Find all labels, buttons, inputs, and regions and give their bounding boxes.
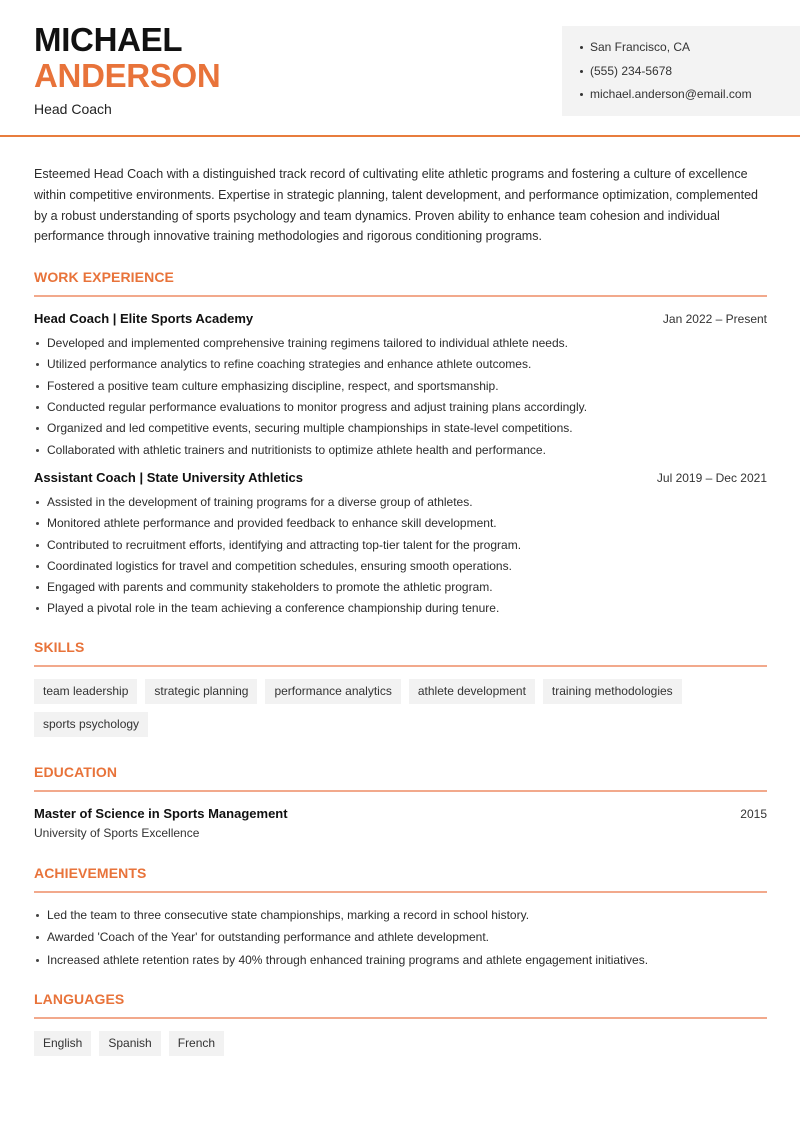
- skill-tag: training methodologies: [543, 679, 682, 704]
- bullet-icon: [36, 363, 39, 366]
- job-entry: [34, 311, 767, 463]
- list-item: [34, 907, 767, 930]
- bullet-icon: [36, 959, 39, 962]
- list-item: [34, 378, 767, 399]
- list-item: [34, 558, 767, 579]
- resume-body: [34, 164, 767, 1056]
- location-text: San Francisco, CA: [590, 40, 691, 54]
- contact-box: [562, 26, 800, 116]
- school-name: University of Sports Excellence: [34, 825, 200, 840]
- list-item: [34, 399, 767, 420]
- job-role: Head Coach | Elite Sports Academy: [34, 311, 254, 327]
- bullet-text: Awarded 'Coach of the Year' for outstanding performance and athlete development.: [47, 930, 489, 945]
- list-item: [34, 442, 767, 463]
- bullet-icon: [36, 501, 39, 504]
- bullet-text: Coordinated logistics for travel and competition schedules, ensuring smooth operations.: [47, 558, 512, 573]
- resume-header: [0, 0, 800, 137]
- name-block: [34, 22, 220, 117]
- bullet-text: Assisted in the development of training programs for a diverse group of athletes.: [47, 494, 473, 509]
- list-item: [34, 335, 767, 356]
- section-languages: [34, 991, 767, 1056]
- bullet-icon: [36, 607, 39, 610]
- bullet-icon: [36, 544, 39, 547]
- bullet-text: Collaborated with athletic trainers and nutritionists to optimize athlete health and performance.: [47, 442, 546, 457]
- section-education: [34, 764, 767, 840]
- job-dates: Jan 2022 – Present: [662, 312, 767, 327]
- job-role: Assistant Coach | State University Athletics: [34, 469, 304, 485]
- bullet-icon: [36, 427, 39, 430]
- bullet-text: Monitored athlete performance and provided feedback to enhance skill development.: [47, 516, 497, 531]
- summary-paragraph: Esteemed Head Coach with a distinguished track record of cultivating elite athletic programs and fostering a culture of excellence within competitive environments. Expertise in strategic planning, talent development, and performance optimization, complemented by a robust understanding of sports psychology and team dynamics. Proven ability to enhance team cohesion and individual performance through innovative training methodologies and rigorous conditioning programs.: [34, 167, 758, 244]
- job-header: [34, 470, 767, 485]
- graduation-year: 2015: [740, 806, 767, 821]
- bullet-icon: [36, 342, 39, 345]
- bullet-text: Contributed to recruitment efforts, identifying and attracting top-tier talent for the program.: [47, 537, 522, 552]
- language-tag: English: [34, 1031, 91, 1056]
- skill-tag: performance analytics: [265, 679, 400, 704]
- language-tag: Spanish: [99, 1031, 160, 1056]
- bullet-icon: [36, 914, 39, 917]
- skill-tag: sports psychology: [34, 712, 148, 737]
- list-item: [34, 600, 767, 621]
- contact-email: [580, 86, 800, 110]
- bullet-icon: [36, 522, 39, 525]
- bullet-icon: [36, 936, 39, 939]
- education-entry: [34, 806, 767, 840]
- phone-text: (555) 234-5678: [590, 63, 673, 78]
- bullet-text: Conducted regular performance evaluations to monitor progress and adjust training plans accordingly.: [47, 400, 588, 415]
- last-name: ANDERSON: [34, 57, 221, 94]
- list-item: [34, 515, 767, 536]
- bullet-icon: [580, 46, 583, 49]
- bullet-text: Fostered a positive team culture emphasizing discipline, respect, and sportsmanship.: [47, 378, 499, 393]
- email-text[interactable]: michael.anderson@email.com: [590, 87, 752, 101]
- job-entry: [34, 470, 767, 622]
- list-item: [34, 356, 767, 377]
- bullet-icon: [36, 449, 39, 452]
- list-item: [34, 494, 767, 515]
- contact-location: [580, 39, 800, 63]
- list-item: [34, 579, 767, 600]
- bullet-text: Developed and implemented comprehensive training regimens tailored to individual athlete needs.: [47, 336, 568, 351]
- bullet-text: Led the team to three consecutive state championships, marking a record in school history.: [47, 907, 530, 922]
- achievement-list: [34, 907, 767, 975]
- bullet-icon: [36, 586, 39, 589]
- skill-tags: [34, 679, 767, 737]
- section-title: WORK EXPERIENCE: [34, 269, 767, 297]
- section-title: SKILLS: [34, 639, 767, 667]
- section-achievements: [34, 865, 767, 975]
- bullet-text: Played a pivotal role in the team achieving a conference championship during tenure.: [47, 601, 500, 616]
- education-header: [34, 806, 767, 821]
- list-item: [34, 952, 767, 975]
- section-skills: [34, 639, 767, 737]
- language-tag: French: [169, 1031, 224, 1056]
- bullet-icon: [580, 70, 583, 73]
- bullet-text: Increased athlete retention rates by 40% through enhanced training programs and athlete engagement initiatives.: [47, 952, 649, 967]
- job-bullets: [34, 335, 767, 463]
- bullet-text: Organized and led competitive events, securing multiple championships in state-level competitions.: [47, 421, 573, 436]
- bullet-icon: [36, 565, 39, 568]
- bullet-text: Engaged with parents and community stakeholders to promote the athletic program.: [47, 580, 493, 595]
- section-title: ACHIEVEMENTS: [34, 865, 767, 893]
- bullet-icon: [580, 93, 583, 96]
- job-title: Head Coach: [34, 101, 112, 117]
- list-item: [34, 420, 767, 441]
- section-work-experience: [34, 269, 767, 622]
- first-name: MICHAEL: [34, 21, 183, 58]
- bullet-icon: [36, 385, 39, 388]
- skill-tag: athlete development: [409, 679, 535, 704]
- contact-phone: [580, 63, 800, 87]
- job-dates: Jul 2019 – Dec 2021: [656, 470, 767, 485]
- degree: Master of Science in Sports Management: [34, 805, 288, 821]
- skill-tag: strategic planning: [145, 679, 257, 704]
- language-tags: [34, 1031, 767, 1056]
- section-title: EDUCATION: [34, 764, 767, 792]
- bullet-text: Utilized performance analytics to refine coaching strategies and enhance athlete outcomes.: [47, 357, 532, 372]
- section-title: LANGUAGES: [34, 991, 767, 1019]
- bullet-icon: [36, 406, 39, 409]
- skill-tag: team leadership: [34, 679, 137, 704]
- list-item: [34, 537, 767, 558]
- job-bullets: [34, 494, 767, 622]
- list-item: [34, 929, 767, 952]
- job-header: [34, 311, 767, 326]
